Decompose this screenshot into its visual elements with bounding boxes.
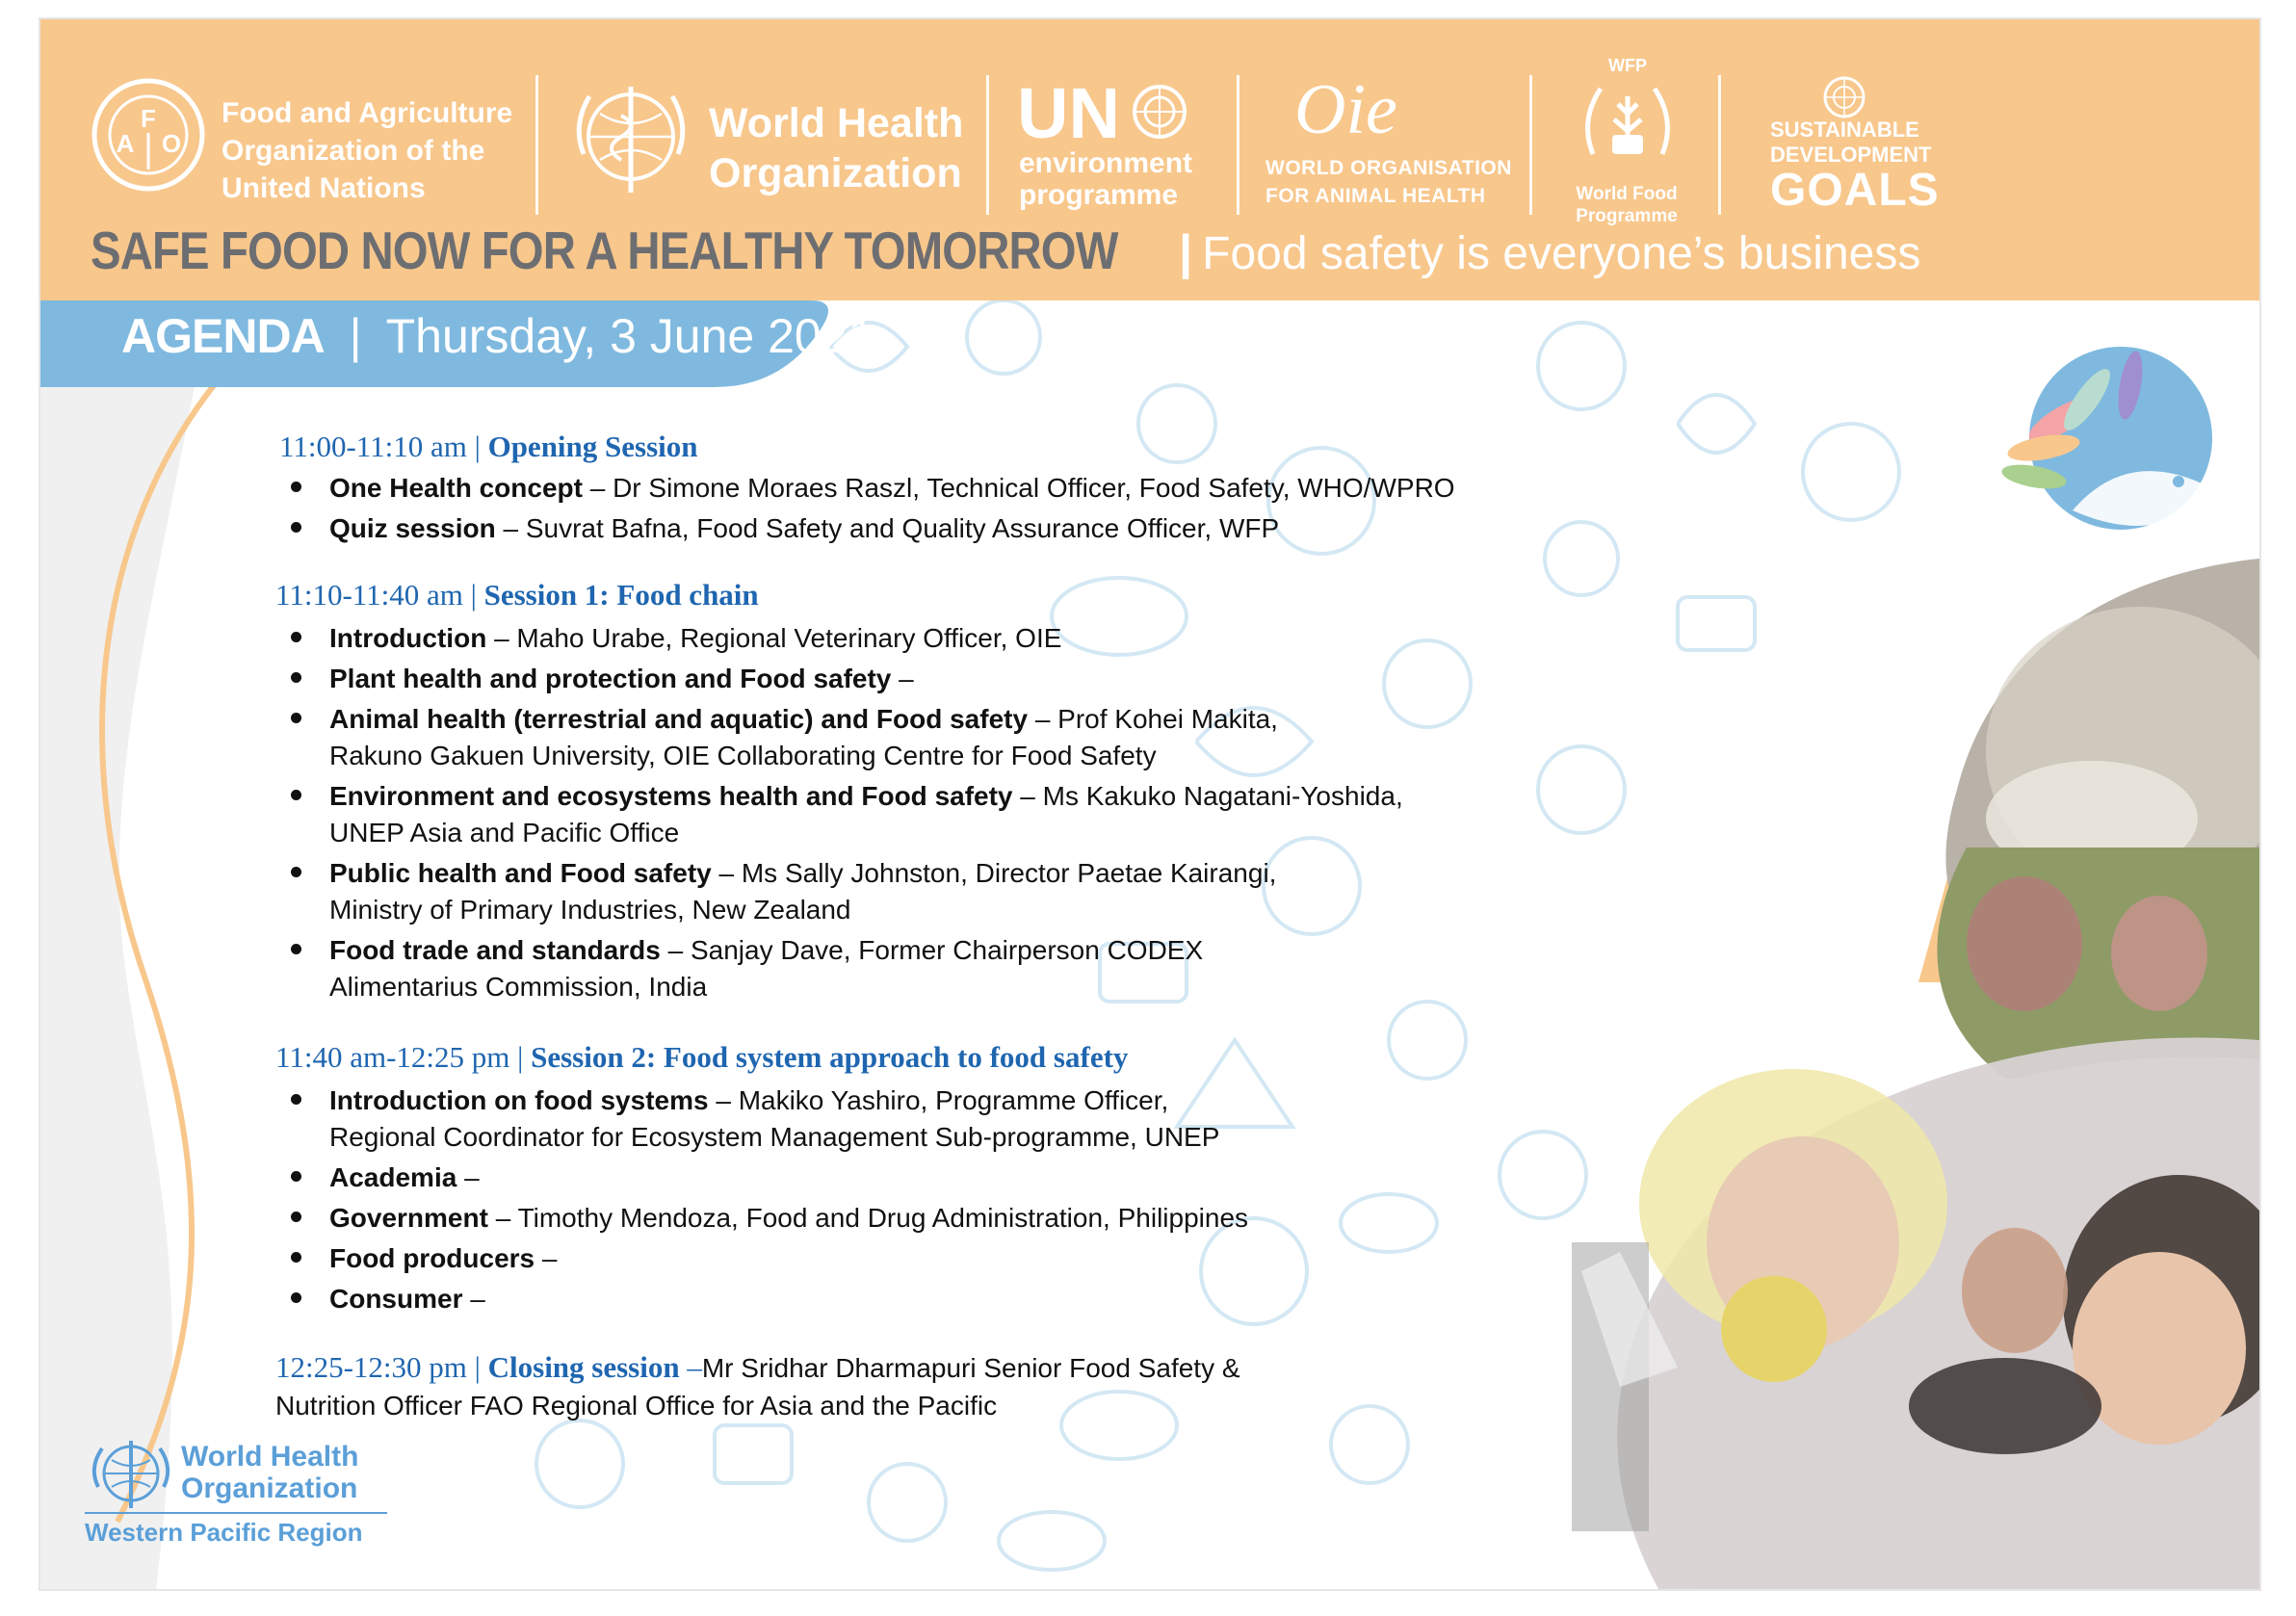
agenda-separator: |: [349, 309, 362, 363]
bullet-icon: [291, 482, 301, 492]
agenda-item: Environment and ecosystems health and Food safety – Ms Kakuko Nagatani-Yoshida, UNEP Asia and Pacific Office: [329, 778, 1403, 851]
sdg-goals: GOALS: [1770, 165, 1940, 216]
bullet-icon: [291, 713, 301, 723]
session-heading: [275, 1350, 1240, 1385]
oie-name: WORLD ORGANISATION FOR ANIMAL HEALTH: [1265, 157, 1512, 207]
oie-logo: Oie: [1294, 70, 1397, 149]
photo-collage: [1572, 559, 2259, 1589]
bullet-icon: [291, 867, 301, 877]
session-heading: [275, 1040, 1128, 1075]
session-title: Session 2: Food system approach to food safety: [531, 1040, 1129, 1074]
bullet-icon: [291, 790, 301, 800]
bullet-icon: [291, 944, 301, 954]
who-footer-divider: [85, 1512, 387, 1514]
session-time: 11:00-11:10 am |: [279, 430, 488, 463]
session-time: 12:25-12:30 pm |: [275, 1350, 488, 1384]
closing-speaker: Mr Sridhar Dharmapuri Senior Food Safety &: [701, 1353, 1240, 1383]
bullet-icon: [291, 632, 301, 642]
agenda-item: Plant health and protection and Food safety –: [329, 661, 914, 697]
agenda-item: One Health concept – Dr Simone Moraes Raszl, Technical Officer, Food Safety, WHO/WPRO: [329, 470, 1455, 507]
agenda-item: Introduction – Maho Urabe, Regional Veterinary Officer, OIE: [329, 620, 1061, 657]
logo-divider: [1529, 75, 1532, 215]
agenda-item: Consumer –: [329, 1281, 485, 1317]
un-emblem-icon: [1129, 81, 1190, 143]
agenda-item: Animal health (terrestrial and aquatic) and Food safety – Prof Kohei Makita, Rakuno Gakuen University, OIE Collaborating Centre for Food Safety: [329, 701, 1278, 774]
tagline: [91, 220, 1920, 287]
tagline-separator: |: [1179, 225, 1193, 279]
session-time: 11:40 am-12:25 pm |: [275, 1040, 532, 1074]
tagline-main: SAFE FOOD NOW FOR A HEALTHY TOMORROW: [91, 221, 1118, 280]
partner-logos: [40, 39, 2259, 226]
session-heading: [279, 430, 698, 464]
svg-text:A: A: [116, 129, 135, 158]
agenda-item: Introduction on food systems – Makiko Yashiro, Programme Officer, Regional Coordinator for Ecosystem Management Sub-programme, UNEP: [329, 1082, 1219, 1156]
who-footer-name: World Health Organization: [181, 1441, 359, 1504]
un-sdg-emblem-icon: [1820, 73, 1868, 121]
bullet-icon: [291, 1252, 301, 1263]
who-footer-emblem-icon: [85, 1437, 177, 1510]
session-title: Opening Session: [487, 430, 698, 463]
wfp-label: WFP: [1608, 56, 1647, 75]
fao-emblem-icon: [91, 77, 206, 193]
unep-un: UN: [1017, 73, 1120, 153]
agenda-item: Quiz session – Suvrat Bafna, Food Safety and Quality Assurance Officer, WFP: [329, 510, 1279, 547]
svg-text:F: F: [141, 104, 156, 133]
logo-divider: [535, 75, 538, 215]
bullet-icon: [291, 522, 301, 533]
agenda-label: AGENDA: [121, 309, 325, 363]
who-emblem-icon: [566, 77, 696, 202]
session-time: 11:10-11:40 am |: [275, 578, 484, 612]
bullet-icon: [291, 672, 301, 683]
logo-divider: [986, 75, 989, 215]
fao-name: Food and Agriculture Organization of the United Nations: [222, 97, 513, 204]
sdg-name: SUSTAINABLE DEVELOPMENT: [1770, 117, 1932, 167]
bullet-icon: [291, 1292, 301, 1303]
agenda-item: Food producers –: [329, 1240, 557, 1277]
closing-speaker-line2: Nutrition Officer FAO Regional Office for Asia and the Pacific: [275, 1391, 998, 1421]
unep-name: environment programme: [1019, 147, 1193, 211]
bullet-icon: [291, 1212, 301, 1222]
agenda-date: Thursday, 3 June 2021: [385, 309, 875, 363]
svg-text:O: O: [161, 129, 182, 158]
wfp-emblem-icon: [1579, 77, 1676, 173]
wfp-name: World Food Programme: [1576, 184, 1678, 226]
bullet-icon: [291, 1094, 301, 1105]
session-heading: [275, 578, 759, 613]
agenda-item: Government – Timothy Mendoza, Food and Drug Administration, Philippines: [329, 1200, 1248, 1237]
logo-divider: [1237, 75, 1239, 215]
logo-divider: [1718, 75, 1721, 215]
agenda-page: [39, 17, 2261, 1591]
header-banner: [40, 19, 2259, 300]
agenda-item: Academia –: [329, 1160, 480, 1196]
who-footer-region: Western Pacific Region: [85, 1518, 363, 1547]
session-dash: –: [679, 1350, 702, 1384]
session-title: Session 1: Food chain: [483, 578, 759, 612]
agenda-heading: [121, 308, 874, 364]
session-title: Closing session: [487, 1350, 680, 1384]
agenda-item: Food trade and standards – Sanjay Dave, Former Chairperson CODEX Alimentarius Commission, India: [329, 932, 1203, 1005]
tagline-sub: Food safety is everyone’s business: [1202, 228, 1921, 279]
who-name: World Health Organization: [709, 100, 964, 196]
olive-fish-logo: [2000, 347, 2217, 530]
bullet-icon: [291, 1171, 301, 1182]
agenda-item: Public health and Food safety – Ms Sally Johnston, Director Paetae Kairangi, Ministry of Primary Industries, New Zealand: [329, 855, 1276, 928]
